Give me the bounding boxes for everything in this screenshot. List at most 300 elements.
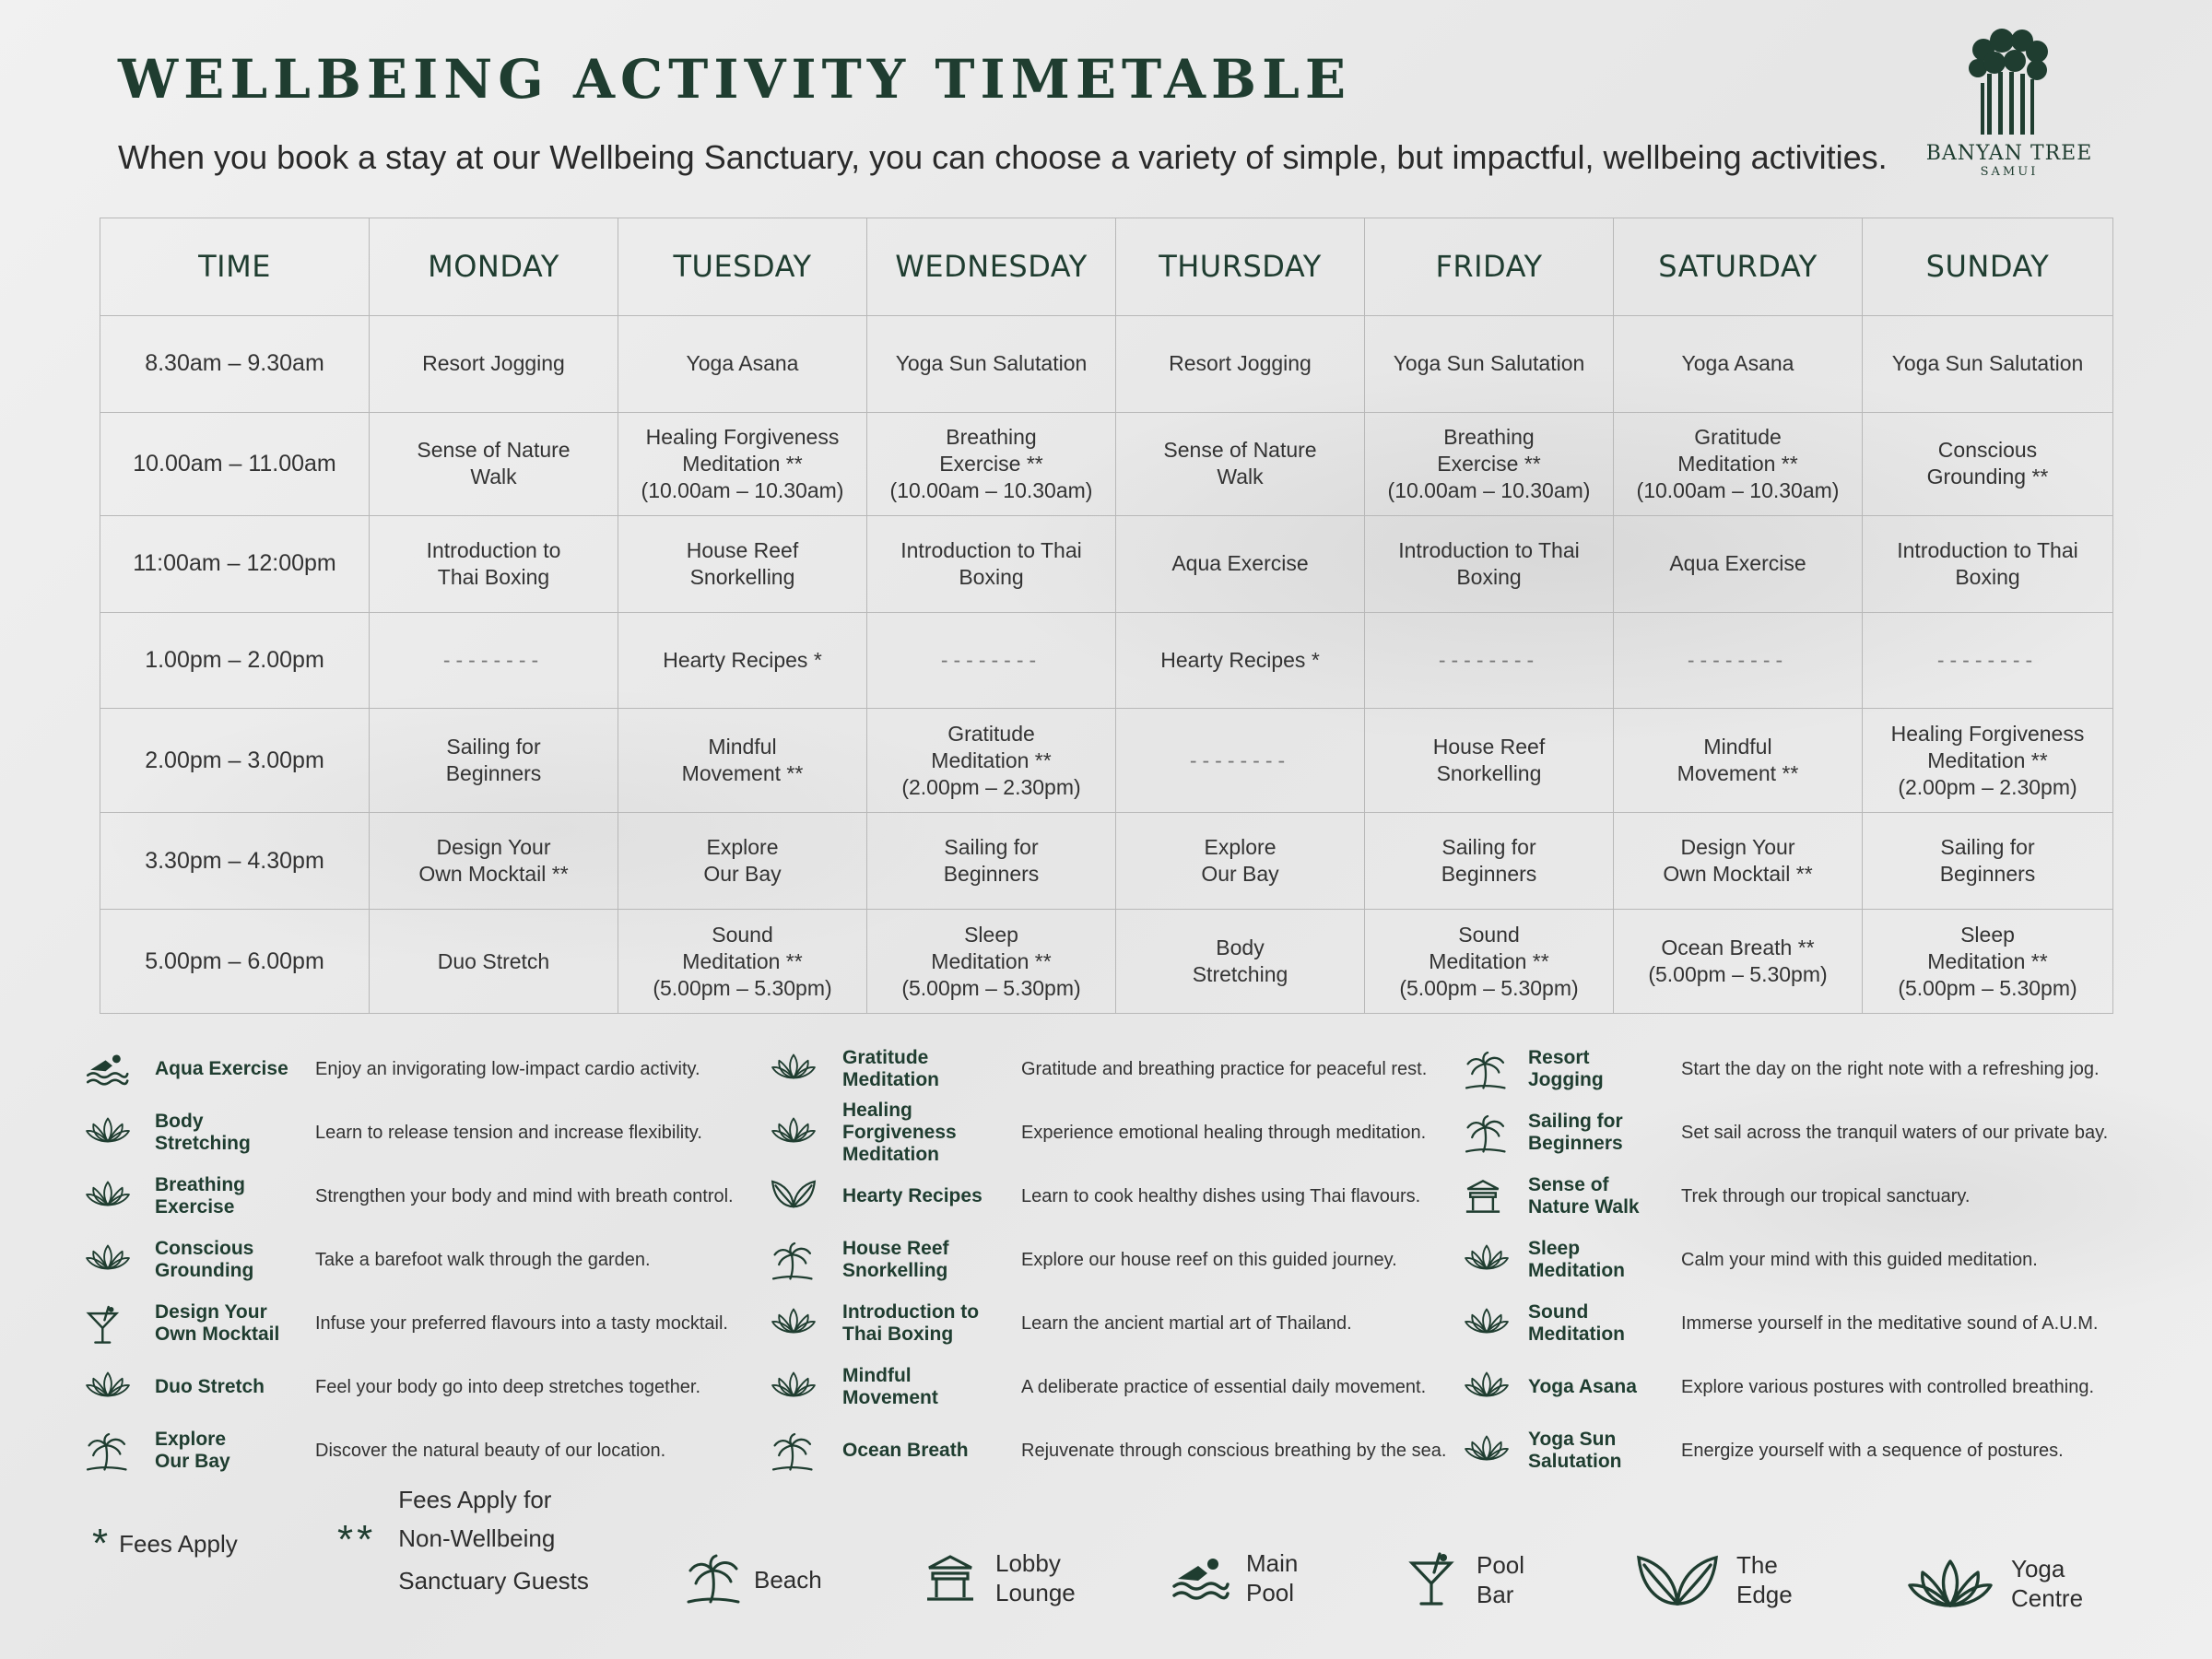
legend-name-line: Grounding — [155, 1260, 254, 1281]
legend-item — [771, 1361, 1453, 1425]
activity-text-l1: Breathing — [946, 424, 1037, 449]
activity-text-l1: Gratitude — [1694, 424, 1782, 449]
activity-cell — [1365, 612, 1614, 709]
column-header-4: THURSDAY — [1116, 218, 1365, 316]
legend-activity-name — [842, 1425, 969, 1477]
activity-text-l1: -------- — [1687, 647, 1789, 672]
banyan-tree-logo — [1922, 28, 2097, 203]
legend-name-line: Resort — [1528, 1047, 1590, 1068]
activity-cell — [1863, 709, 2113, 813]
activity-text-l1: Sailing for — [1441, 835, 1536, 860]
double-asterisk-icon: ** — [337, 1517, 377, 1562]
activity-text-l2: Thai Boxing — [437, 564, 550, 589]
activity-text-l1: Yoga Asana — [1681, 351, 1794, 376]
bar-line-1: Pool — [1477, 1551, 1525, 1579]
legend-description: Strengthen your body and mind with breath control. — [315, 1185, 734, 1206]
activity-text-l2: Own Mocktail ** — [418, 862, 569, 887]
activity-text-l3: (5.00pm – 5.30pm) — [901, 975, 1081, 1000]
activity-text-l1: Sailing for — [1940, 835, 2035, 860]
activity-cell — [1863, 515, 2113, 612]
legend-name-line: House Reef — [842, 1238, 949, 1259]
legend-activity-name — [1528, 1043, 1604, 1095]
key-the-edge — [1635, 1550, 1793, 1609]
activity-text-l1: Resort Jogging — [422, 351, 565, 376]
activity-cell — [618, 412, 867, 515]
legend-column-3 — [1464, 1043, 2109, 1488]
legend-name-line: Gratitude — [842, 1047, 929, 1068]
activity-text-l1: Mindful — [708, 735, 777, 759]
activity-text-l1: Introduction to Thai — [900, 537, 1082, 562]
activity-text-l1: Yoga Sun Salutation — [1891, 351, 2084, 376]
legend-activity-name — [1528, 1234, 1625, 1286]
legend-name-line: Yoga Sun — [1528, 1429, 1617, 1450]
activity-text-l2: Our Bay — [1201, 862, 1279, 887]
activity-cell — [370, 412, 618, 515]
activity-cell — [370, 709, 618, 813]
activity-cell — [1614, 515, 1863, 612]
activity-cell — [867, 612, 1116, 709]
legend-item — [85, 1234, 748, 1298]
activity-text-l1: Body — [1216, 935, 1265, 960]
legend-description: Enjoy an invigorating low-impact cardio activity. — [315, 1058, 700, 1079]
activity-text-l2: Beginners — [1939, 862, 2036, 887]
activity-cell — [1614, 813, 1863, 910]
page-title: WELLBEING ACTIVITY TIMETABLE — [118, 48, 1352, 111]
legend-item — [85, 1107, 748, 1171]
column-header-5: FRIDAY — [1365, 218, 1614, 316]
legend-item — [771, 1298, 1453, 1361]
activity-cell — [370, 612, 618, 709]
legend-name-line: Forgiveness — [842, 1122, 957, 1143]
time-slot-cell: 1.00pm – 2.00pm — [100, 612, 370, 709]
activity-text-l2: Stretching — [1192, 962, 1288, 987]
activity-text-l2: Movement ** — [681, 761, 804, 786]
activity-cell — [867, 412, 1116, 515]
activity-cell — [1116, 612, 1365, 709]
activity-text-l2: Movement ** — [1677, 761, 1799, 786]
legend-activity-name — [842, 1171, 982, 1222]
column-header-7: SUNDAY — [1863, 218, 2113, 316]
legend-item — [771, 1043, 1453, 1107]
activity-text-l1: Sailing for — [944, 835, 1039, 860]
legend-activity-name — [155, 1425, 230, 1477]
activity-text-l2: Meditation ** — [682, 451, 803, 476]
activity-text-l2: (5.00pm – 5.30pm) — [1648, 962, 1828, 987]
activity-text-l1: -------- — [1438, 647, 1540, 672]
activity-text-l1: Resort Jogging — [1169, 351, 1312, 376]
activity-cell — [1116, 813, 1365, 910]
yoga-line-2: Centre — [2011, 1584, 2084, 1612]
time-slot-cell: 3.30pm – 4.30pm — [100, 813, 370, 910]
activity-cell — [1365, 910, 1614, 1014]
activity-text-l2: Boxing — [959, 564, 1024, 589]
activity-text-l1: Sound — [1458, 922, 1520, 947]
tree-icon — [1965, 28, 2053, 138]
activity-cell — [867, 910, 1116, 1014]
activity-text-l1: Mindful — [1703, 735, 1772, 759]
activity-timetable — [100, 218, 2113, 1014]
legend-activity-name — [155, 1234, 253, 1286]
activity-cell — [1116, 910, 1365, 1014]
lotus-icon — [85, 1114, 131, 1153]
legend-description: A deliberate practice of essential daily movement. — [1021, 1376, 1427, 1397]
activity-text-l1: Sleep — [1960, 922, 2015, 947]
lotus-icon — [1464, 1432, 1510, 1471]
legend-activity-name — [1528, 1298, 1625, 1349]
activity-text-l2: Boxing — [1955, 564, 2020, 589]
table-row — [100, 910, 2113, 1014]
activity-text-l3: (5.00pm – 5.30pm) — [1399, 975, 1579, 1000]
activity-text-l2: Walk — [1217, 465, 1264, 489]
lobby-line-2: Lounge — [995, 1579, 1076, 1606]
legend-name-line: Sound — [1528, 1301, 1589, 1323]
activity-text-l2: Beginners — [1441, 862, 1537, 887]
time-slot-cell: 5.00pm – 6.00pm — [100, 910, 370, 1014]
activity-text-l1: Introduction to Thai — [1398, 537, 1580, 562]
activity-text-l1: -------- — [1189, 747, 1291, 772]
activity-text-l2: Exercise ** — [939, 451, 1043, 476]
activity-text-l1: Duo Stretch — [437, 948, 550, 973]
fees-apply-label: Fees Apply — [119, 1530, 238, 1558]
activity-text-l1: Introduction to — [426, 537, 561, 562]
legend-item — [1464, 1361, 2109, 1425]
activity-cell — [867, 813, 1116, 910]
palm-icon — [771, 1432, 817, 1471]
activity-cell — [867, 515, 1116, 612]
activity-cell — [1863, 412, 2113, 515]
legend-item — [1464, 1298, 2109, 1361]
activity-text-l3: (5.00pm – 5.30pm) — [653, 975, 832, 1000]
legend-item — [1464, 1425, 2109, 1488]
key-fees-apply — [92, 1521, 238, 1567]
legend-activity-name — [155, 1107, 251, 1159]
activity-text-l3: (10.00am – 10.30am) — [641, 477, 844, 502]
activity-text-l1: Aqua Exercise — [1171, 551, 1309, 576]
activity-text-l2: Grounding ** — [1926, 465, 2049, 489]
activity-cell — [1365, 515, 1614, 612]
legend-activity-name — [1528, 1361, 1637, 1413]
palm-icon — [771, 1241, 817, 1280]
legend-name-line: Breathing — [155, 1174, 246, 1195]
legend-description: Gratitude and breathing practice for peaceful rest. — [1021, 1058, 1428, 1079]
activity-text-l2: Walk — [470, 465, 517, 489]
legend-name-line: Sailing for — [1528, 1111, 1623, 1132]
activity-text-l1: Design Your — [1680, 835, 1795, 860]
activity-text-l1: Healing Forgiveness — [645, 424, 840, 449]
legend-name-line: Yoga Asana — [1528, 1376, 1637, 1397]
legend-item — [1464, 1171, 2109, 1234]
legend-name-line: Meditation — [1528, 1260, 1625, 1281]
legend-item — [85, 1298, 748, 1361]
table-row — [100, 515, 2113, 612]
legend-item — [771, 1234, 1453, 1298]
activity-text-l1: Explore — [706, 835, 779, 860]
activity-text-l1: Hearty Recipes * — [663, 647, 822, 672]
legend-item — [1464, 1107, 2109, 1171]
activity-text-l1: Breathing — [1443, 424, 1535, 449]
legend-name-line: Exercise — [155, 1196, 235, 1218]
activity-text-l1: Explore — [1204, 835, 1277, 860]
activity-text-l2: Our Bay — [703, 862, 782, 887]
activity-text-l1: Yoga Asana — [686, 351, 799, 376]
swimmer-icon — [1171, 1553, 1230, 1603]
activity-text-l2: Meditation ** — [1677, 451, 1798, 476]
legend-item — [1464, 1043, 2109, 1107]
lotus-icon — [85, 1241, 131, 1280]
palm-icon — [1464, 1114, 1510, 1153]
legend-description: Energize yourself with a sequence of postures. — [1681, 1440, 2064, 1461]
activity-text-l1: Yoga Sun Salutation — [1393, 351, 1585, 376]
time-slot-cell: 11:00am – 12:00pm — [100, 515, 370, 612]
legend-activity-name — [842, 1234, 949, 1286]
activity-cell — [618, 709, 867, 813]
nonguest-line-3: Sanctuary Guests — [398, 1567, 589, 1594]
logo-brand: BANYAN TREE — [1925, 142, 2093, 165]
lotus-icon — [1464, 1241, 1510, 1280]
activity-cell — [1614, 709, 1863, 813]
table-row — [100, 412, 2113, 515]
legend-name-line: Meditation — [842, 1144, 939, 1165]
legend-column-2 — [771, 1043, 1453, 1488]
cocktail-icon — [1406, 1552, 1458, 1607]
legend-item — [771, 1171, 1453, 1234]
legend-description: Learn to cook healthy dishes using Thai flavours. — [1021, 1185, 1421, 1206]
legend-name-line: Stretching — [155, 1133, 251, 1154]
activity-text-l3: (2.00pm – 2.30pm) — [901, 774, 1081, 799]
key-main-pool — [1171, 1548, 1298, 1607]
activity-text-l1: -------- — [940, 647, 1042, 672]
palm-icon — [1464, 1051, 1510, 1089]
legend-name-line: Ocean Breath — [842, 1440, 969, 1461]
pavilion-icon — [924, 1553, 977, 1603]
legend-description: Learn the ancient martial art of Thailand. — [1021, 1312, 1352, 1334]
lobby-line-1: Lobby — [995, 1549, 1061, 1577]
activity-text-l3: (10.00am – 10.30am) — [1387, 477, 1591, 502]
activity-text-l2: Exercise ** — [1437, 451, 1541, 476]
lotus-icon — [771, 1305, 817, 1344]
key-lobby-lounge — [924, 1548, 1076, 1607]
activity-text-l1: Sailing for — [446, 735, 541, 759]
activity-cell — [1614, 910, 1863, 1014]
activity-cell — [867, 316, 1116, 413]
pavilion-icon — [1464, 1178, 1510, 1217]
time-slot-cell: 8.30am – 9.30am — [100, 316, 370, 413]
activity-text-l2: Meditation ** — [931, 948, 1052, 973]
table-row — [100, 612, 2113, 709]
logo-place: SAMUI — [1980, 165, 2039, 179]
legend-name-line: Design Your — [155, 1301, 267, 1323]
pool-icon — [85, 1051, 131, 1089]
activity-text-l1: Sleep — [964, 922, 1018, 947]
edge-line-1: The — [1736, 1551, 1778, 1579]
legend-activity-name — [155, 1298, 279, 1349]
activity-text-l1: -------- — [1936, 647, 2039, 672]
legend-name-line: Meditation — [842, 1069, 939, 1090]
activity-text-l2: Snorkelling — [689, 564, 795, 589]
column-header-0: TIME — [100, 218, 370, 316]
legend-description: Explore various postures with controlled breathing. — [1681, 1376, 2095, 1397]
activity-text-l3: (10.00am – 10.30am) — [1636, 477, 1840, 502]
legend-name-line: Own Mocktail — [155, 1324, 280, 1345]
activity-cell — [1116, 412, 1365, 515]
legend-name-line: Meditation — [1528, 1324, 1625, 1345]
column-header-1: MONDAY — [370, 218, 618, 316]
legend-item — [1464, 1234, 2109, 1298]
legend-description: Start the day on the right note with a refreshing jog. — [1681, 1058, 2100, 1079]
activity-text-l2: Beginners — [943, 862, 1040, 887]
activity-cell — [1365, 709, 1614, 813]
activity-cell — [618, 910, 867, 1014]
activity-cell — [370, 910, 618, 1014]
legend-activity-name — [842, 1100, 957, 1165]
legend-name-line: Body — [155, 1111, 204, 1132]
asterisk-icon: * — [92, 1521, 109, 1566]
activity-text-l1: Sense of Nature — [1163, 438, 1317, 463]
table-row — [100, 709, 2113, 813]
legend-item — [85, 1361, 748, 1425]
legend-activity-name — [155, 1043, 288, 1095]
legend-item — [85, 1043, 748, 1107]
page-subtitle: When you book a stay at our Wellbeing Sanctuary, you can choose a variety of simple, but impactful, wellbeing activities. — [118, 138, 1888, 176]
table-row — [100, 813, 2113, 910]
activity-text-l2: Boxing — [1456, 564, 1522, 589]
legend-name-line: Healing — [842, 1100, 912, 1121]
activity-cell — [618, 813, 867, 910]
legend-description: Infuse your preferred flavours into a tasty mocktail. — [315, 1312, 728, 1334]
legend-item — [85, 1425, 748, 1488]
legend-name-line: Sleep — [1528, 1238, 1581, 1259]
legend-name-line: Duo Stretch — [155, 1376, 265, 1397]
activity-text-l1: Gratitude — [947, 721, 1035, 746]
legend-description: Feel your body go into deep stretches together. — [315, 1376, 701, 1397]
activity-text-l1: Conscious — [1937, 438, 2038, 463]
table-body — [100, 316, 2113, 1014]
activity-cell — [618, 612, 867, 709]
nonguest-line-1: Fees Apply for — [398, 1486, 552, 1513]
legend-name-line: Hearty Recipes — [842, 1185, 982, 1206]
activity-cell — [618, 316, 867, 413]
activity-text-l1: Hearty Recipes * — [1160, 647, 1320, 672]
legend-name-line: Nature Walk — [1528, 1196, 1640, 1218]
table-header-row — [100, 218, 2113, 316]
lotus-icon — [771, 1051, 817, 1089]
activity-cell — [1614, 412, 1863, 515]
legend-name-line: Conscious — [155, 1238, 254, 1259]
legend-name-line: Movement — [842, 1387, 938, 1408]
time-slot-cell: 2.00pm – 3.00pm — [100, 709, 370, 813]
activity-text-l1: -------- — [442, 647, 545, 672]
lotus-icon — [85, 1178, 131, 1217]
activity-cell — [1365, 813, 1614, 910]
time-slot-cell: 10.00am – 11.00am — [100, 412, 370, 515]
pool-line-1: Main — [1246, 1549, 1299, 1577]
activity-text-l1: Introduction to Thai — [1897, 537, 2078, 562]
lotus-icon — [1906, 1558, 1994, 1609]
activity-cell — [1863, 910, 2113, 1014]
activity-text-l1: Yoga Sun Salutation — [895, 351, 1088, 376]
activity-cell — [370, 813, 618, 910]
legend-description: Take a barefoot walk through the garden. — [315, 1249, 651, 1270]
edge-line-2: Edge — [1736, 1581, 1793, 1608]
legend-name-line: Explore — [155, 1429, 227, 1450]
column-header-2: TUESDAY — [618, 218, 867, 316]
activity-cell — [1116, 316, 1365, 413]
activity-text-l1: Aqua Exercise — [1669, 551, 1806, 576]
activity-text-l2: Meditation ** — [1927, 948, 2048, 973]
activity-text-l1: House Reef — [1432, 735, 1546, 759]
activity-text-l2: Meditation ** — [1927, 747, 2048, 772]
activity-cell — [1863, 316, 2113, 413]
activity-cell — [1365, 316, 1614, 413]
legend-name-line: Introduction to — [842, 1301, 980, 1323]
legend-description: Trek through our tropical sanctuary. — [1681, 1185, 1971, 1206]
legend-description: Explore our house reef on this guided journey. — [1021, 1249, 1397, 1270]
activity-cell — [1614, 612, 1863, 709]
legend-name-line: Thai Boxing — [842, 1324, 954, 1345]
legend-activity-name — [1528, 1171, 1640, 1222]
legend-item — [85, 1171, 748, 1234]
key-beach — [684, 1554, 822, 1606]
bar-line-2: Bar — [1477, 1581, 1514, 1608]
yoga-line-1: Yoga — [2011, 1555, 2065, 1583]
activity-cell — [1116, 709, 1365, 813]
activity-text-l3: (5.00pm – 5.30pm) — [1898, 975, 2077, 1000]
activity-cell — [1863, 813, 2113, 910]
legend-name-line: Mindful — [842, 1365, 912, 1386]
activity-cell — [1863, 612, 2113, 709]
activity-cell — [1365, 412, 1614, 515]
column-header-6: SATURDAY — [1614, 218, 1863, 316]
activity-cell — [867, 709, 1116, 813]
activity-cell — [370, 316, 618, 413]
table-row — [100, 316, 2113, 413]
activity-text-l1: Healing Forgiveness — [1890, 721, 2085, 746]
activity-text-l2: Meditation ** — [931, 747, 1052, 772]
legend-activity-name — [155, 1361, 265, 1413]
activity-text-l1: House Reef — [686, 537, 799, 562]
activity-text-l2: Beginners — [445, 761, 542, 786]
lotus-icon — [85, 1369, 131, 1407]
activity-text-l3: (10.00am – 10.30am) — [889, 477, 1093, 502]
legend-activity-name — [1528, 1107, 1623, 1159]
palm-icon — [85, 1432, 131, 1471]
legend-name-line: Jogging — [1528, 1069, 1604, 1090]
legend-activity-name — [842, 1361, 938, 1413]
legend-name-line: Aqua Exercise — [155, 1058, 288, 1079]
legend-activity-name — [1528, 1425, 1622, 1477]
leaf-icon — [1635, 1552, 1720, 1607]
legend-item — [771, 1425, 1453, 1488]
key-yoga-centre — [1906, 1554, 2083, 1613]
legend-name-line: Beginners — [1528, 1133, 1623, 1154]
legend-column-1 — [85, 1043, 748, 1488]
activity-text-l2: Meditation ** — [1429, 948, 1549, 973]
legend-name-line: Sense of — [1528, 1174, 1609, 1195]
palm-icon — [684, 1554, 741, 1606]
activity-text-l2: Snorkelling — [1436, 761, 1542, 786]
legend-description: Immerse yourself in the meditative sound of A.U.M. — [1681, 1312, 2099, 1334]
activity-cell — [618, 515, 867, 612]
activity-text-l3: (2.00pm – 2.30pm) — [1898, 774, 2077, 799]
lotus-icon — [771, 1114, 817, 1153]
legend-description: Rejuvenate through conscious breathing by the sea. — [1021, 1440, 1447, 1461]
key-pool-bar — [1406, 1550, 1524, 1609]
leaf-icon — [771, 1178, 817, 1217]
legend-name-line: Our Bay — [155, 1451, 230, 1472]
legend-name-line: Salutation — [1528, 1451, 1622, 1472]
legend-item — [771, 1100, 1453, 1171]
activity-cell — [1614, 316, 1863, 413]
